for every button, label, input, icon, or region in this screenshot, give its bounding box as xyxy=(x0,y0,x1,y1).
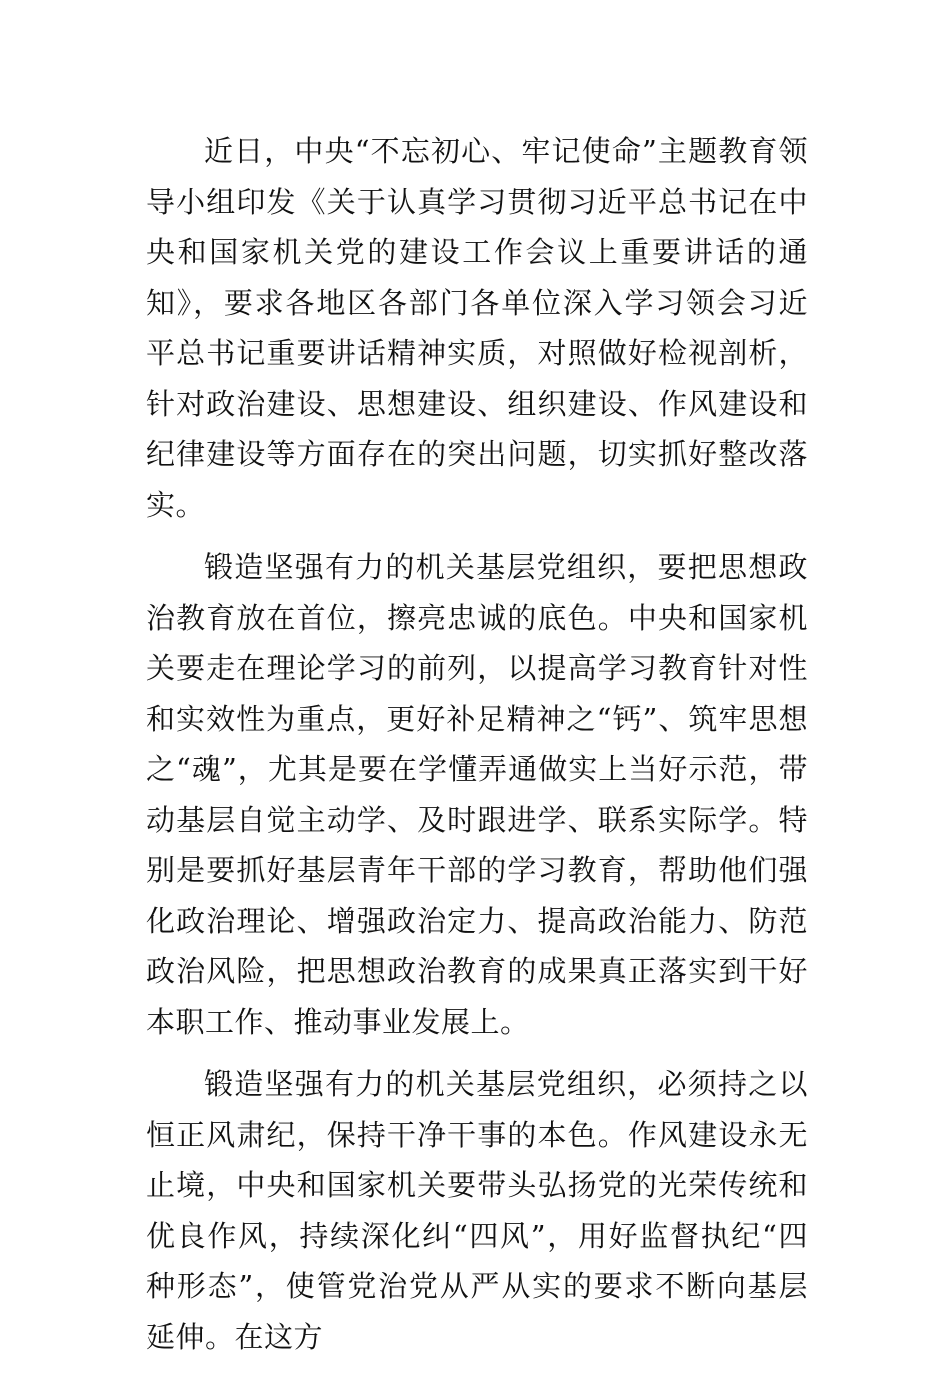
paragraph-1: 近日，中央“不忘初心、牢记使命”主题教育领导小组印发《关于认真学习贯彻习近平总书记在中央和国家机关党的建设工作会议上重要讲话的通知》，要求各地区各部门各单位深入学习领会习近平总书记重要讲话精神实质，对照做好检视剖析，针对政治建设、思想建设、组织建设、作风建设和纪律建设等方面存在的突出问题，切实抓好整改落实。 xyxy=(146,134,808,522)
paragraph-2: 锻造坚强有力的机关基层党组织，要把思想政治教育放在首位，擦亮忠诚的底色。中央和国家机关要走在理论学习的前列，以提高学习教育针对性和实效性为重点，更好补足精神之“钙”、筑牢思想之“魂”，尤其是要在学懂弄通做实上当好示范，带动基层自觉主动学、及时跟进学、联系实际学。特别是要抓好基层青年干部的学习教育，帮助他们强化政治理论、增强政治定力、提高政治能力、防范政治风险，把思想政治教育的成果真正落实到干好本职工作、推动事业发展上。 xyxy=(146,550,808,1039)
paragraph-3: 锻造坚强有力的机关基层党组织，必须持之以恒正风肃纪，保持干净干事的本色。作风建设永无止境，中央和国家机关要带头弘扬党的光荣传统和优良作风，持续深化纠“四风”，用好监督执纪“四种形态”，使管党治党从严从实的要求不断向基层延伸。在这方 xyxy=(146,1067,808,1354)
document-body xyxy=(146,126,808,1374)
